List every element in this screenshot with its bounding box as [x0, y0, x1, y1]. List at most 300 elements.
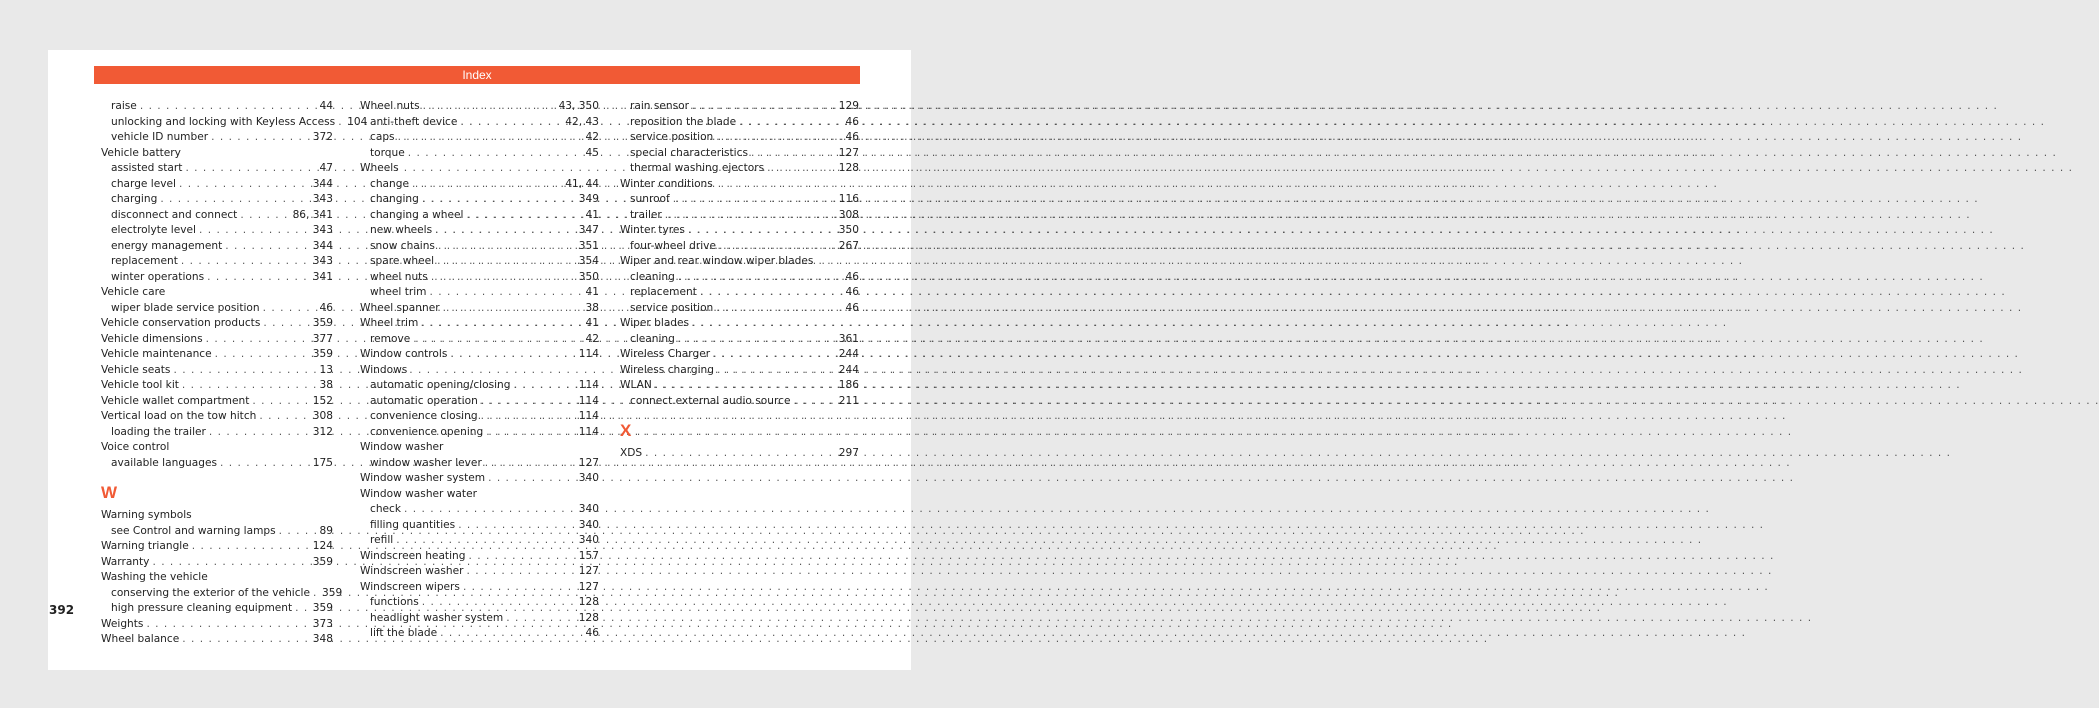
dot-leader: [199, 223, 310, 239]
entry-term: Warning symbols: [101, 509, 192, 521]
index-entry: [620, 239, 859, 255]
dot-leader: [179, 177, 310, 193]
index-entry: [620, 378, 859, 394]
dot-leader: [688, 223, 836, 239]
entry-page: 38: [319, 379, 333, 391]
entry-page: 340: [578, 534, 599, 546]
index-entry: [360, 549, 599, 565]
dot-leader: [207, 270, 310, 286]
dot-leader: [513, 378, 575, 394]
index-entry: [101, 347, 333, 363]
index-entry: [101, 394, 333, 410]
entry-page: 348: [312, 633, 333, 645]
index-entry: [620, 208, 859, 224]
index-entry: [101, 409, 333, 425]
entry-page: 373: [312, 617, 333, 630]
index-heading: [360, 487, 599, 503]
entry-page: 116: [838, 193, 859, 205]
index-entry: [360, 580, 599, 596]
dot-leader: [460, 115, 562, 131]
entry-page: 45: [585, 146, 599, 159]
entry-term: new wheels: [370, 224, 433, 236]
entry-page: 359: [312, 348, 333, 360]
dot-leader: [423, 99, 556, 115]
entry-term: XDS: [620, 447, 643, 459]
entry-term: winter operations: [111, 270, 205, 283]
dot-leader: [506, 611, 576, 627]
entry-page: 359: [312, 555, 333, 568]
entry-term: torque: [370, 146, 405, 159]
index-entry: [360, 301, 599, 317]
index-entry: [620, 99, 859, 115]
entry-page: 89: [319, 524, 333, 537]
entry-page: 114: [578, 394, 599, 407]
entry-term: Wiper blades: [620, 317, 690, 329]
entry-page: 128: [838, 162, 859, 174]
index-entry: [620, 347, 859, 363]
dot-leader: [450, 347, 575, 363]
entry-page: 128: [578, 611, 599, 624]
index-entry: [101, 239, 333, 255]
dot-leader: [713, 347, 836, 363]
entry-page: 244: [838, 363, 859, 376]
dot-leader: [665, 208, 836, 224]
entry-term: Wheel balance: [101, 633, 180, 645]
entry-page: 359: [312, 602, 333, 614]
entry-term: Warranty: [101, 555, 150, 568]
entry-term: automatic opening/closing: [370, 379, 511, 391]
dot-leader: [488, 471, 576, 487]
entry-term: Wheels: [360, 162, 399, 174]
entry-term: Wireless Charger: [620, 348, 711, 360]
entry-page: 41, 44: [565, 177, 599, 190]
index-entry: [360, 378, 599, 394]
index-entry: [360, 471, 599, 487]
index-entry: [101, 254, 333, 270]
entry-page: 114: [578, 410, 599, 422]
index-entry: [101, 632, 333, 648]
dot-leader: [435, 223, 576, 239]
index-entry: [360, 285, 599, 301]
entry-term: Windscreen heating: [360, 549, 466, 562]
dot-leader: [486, 425, 576, 441]
index-entry: [360, 316, 599, 332]
index-entry: [620, 130, 859, 146]
index-entry: [360, 270, 599, 286]
dot-leader: [220, 456, 310, 472]
entry-page: 41: [585, 317, 599, 329]
dot-leader: [338, 115, 344, 131]
entry-term: Warning triangle: [101, 540, 189, 552]
entry-term: conserving the exterior of the vehicle: [111, 586, 311, 599]
index-entry: [101, 130, 333, 146]
dot-leader: [211, 130, 310, 146]
index-entry: [101, 363, 333, 379]
dot-leader: [485, 456, 576, 472]
entry-term: Vehicle tool kit: [101, 379, 179, 391]
entry-term: lift the blade: [370, 627, 438, 639]
entry-page: 312: [312, 425, 333, 438]
entry-term: wheel trim: [370, 286, 427, 298]
index-entry: [101, 208, 333, 224]
section-letter: [101, 471, 333, 508]
dot-leader: [206, 332, 310, 348]
index-entry: [360, 564, 599, 580]
dot-leader: [481, 409, 576, 425]
dot-leader: [716, 130, 842, 146]
entry-term: charge level: [111, 177, 177, 190]
dot-leader: [313, 586, 319, 602]
entry-term: Winter conditions: [620, 177, 713, 190]
index-entry: [360, 99, 599, 115]
index-entry: [360, 611, 599, 627]
dot-leader: [717, 363, 836, 379]
entry-term: changing a wheel: [370, 208, 464, 221]
entry-page: 41: [585, 286, 599, 298]
entry-page: 308: [838, 208, 859, 221]
entry-term: rain sensor: [630, 100, 689, 112]
dot-leader: [751, 146, 836, 162]
section-letter: [620, 409, 859, 446]
entry-page: 46: [585, 627, 599, 639]
entry-term: connect external audio source: [630, 394, 791, 407]
entry-page: 114: [578, 425, 599, 438]
entry-term: convenience opening: [370, 425, 484, 438]
index-entry: [620, 115, 859, 131]
index-entry: [360, 626, 599, 642]
entry-page: 44: [319, 100, 333, 112]
entry-page: 372: [312, 131, 333, 143]
entry-term: Wiper and rear window wiper blades: [620, 255, 814, 267]
index-heading: [620, 316, 859, 332]
entry-term: change: [370, 177, 409, 190]
entry-term: trailer: [630, 208, 662, 221]
index-entry: [620, 446, 859, 462]
entry-page: 127: [578, 565, 599, 577]
index-entry: [101, 456, 333, 472]
entry-term: assisted start: [111, 162, 183, 174]
entry-term: snow chains: [370, 239, 435, 252]
index-entry: [360, 347, 599, 363]
entry-term: Wheel spanner: [360, 301, 440, 314]
entry-term: loading the trailer: [111, 425, 206, 438]
entry-term: unlocking and locking with Keyless Access: [111, 115, 336, 128]
entry-term: Windows: [360, 363, 408, 376]
entry-term: Window washer system: [360, 472, 486, 484]
index-entry: [101, 555, 333, 571]
entry-term: Windscreen washer: [360, 565, 464, 577]
index-entry: [101, 332, 333, 348]
dot-leader: [466, 564, 575, 580]
entry-term: Washing the vehicle: [101, 571, 208, 583]
dot-leader: [396, 533, 576, 549]
index-entry: [360, 394, 599, 410]
dot-leader: [655, 378, 836, 394]
entry-page: 152: [312, 394, 333, 407]
entry-page: 361: [838, 332, 859, 345]
index-heading: [101, 570, 333, 586]
entry-term: W: [101, 483, 118, 502]
entry-term: sunroof: [630, 193, 670, 205]
index-entry: [620, 394, 859, 410]
entry-term: Window washer: [360, 441, 444, 453]
entry-page: 127: [838, 146, 859, 159]
dot-leader: [295, 601, 310, 617]
entry-page: 267: [838, 239, 859, 252]
entry-page: 127: [578, 580, 599, 593]
entry-term: Windscreen wipers: [360, 580, 460, 593]
index-entry: [101, 601, 333, 617]
index-heading: [620, 254, 859, 270]
index-entry: [620, 161, 859, 177]
index-entry: [360, 115, 599, 131]
entry-page: 47: [319, 162, 333, 174]
entry-page: 38: [585, 301, 599, 314]
entry-page: 128: [578, 596, 599, 608]
index-entry: [101, 270, 333, 286]
index-column-1: [101, 99, 368, 648]
entry-page: 46: [845, 301, 859, 314]
dot-leader: [279, 524, 317, 540]
index-entry: [101, 539, 333, 555]
index-heading: [101, 285, 333, 301]
index-entry: [620, 332, 859, 348]
entry-term: Window washer water: [360, 487, 477, 500]
page-header: Index: [94, 66, 860, 84]
entry-page: 377: [312, 332, 333, 345]
entry-page: 46: [845, 131, 859, 143]
entry-page: 351: [578, 239, 599, 252]
entry-term: raise: [111, 100, 137, 112]
dot-leader: [678, 270, 843, 286]
entry-page: 46: [319, 301, 333, 314]
entry-page: 42: [585, 131, 599, 143]
index-heading: [360, 363, 599, 379]
entry-term: Vertical load on the tow hitch: [101, 410, 257, 422]
index-entry: [360, 192, 599, 208]
entry-page: 211: [838, 394, 859, 407]
entry-term: functions: [370, 596, 419, 608]
index-entry: [620, 192, 859, 208]
index-heading: [101, 440, 333, 456]
entry-term: Vehicle dimensions: [101, 332, 203, 345]
entry-term: remove: [370, 332, 411, 345]
index-heading: [620, 177, 859, 193]
dot-leader: [412, 177, 562, 193]
dot-leader: [173, 363, 316, 379]
index-column-2: [360, 99, 599, 642]
entry-page: 349: [578, 193, 599, 205]
dot-leader: [413, 332, 582, 348]
entry-term: Wireless charging: [620, 363, 714, 376]
entry-term: check: [370, 503, 402, 515]
dot-leader: [252, 394, 309, 410]
entry-term: Vehicle maintenance: [101, 348, 212, 360]
entry-term: Vehicle conservation products: [101, 317, 261, 329]
entry-term: disconnect and connect: [111, 208, 238, 221]
index-entry: [360, 239, 599, 255]
entry-term: Vehicle care: [101, 286, 166, 298]
index-entry: [101, 223, 333, 239]
index-heading: [360, 161, 599, 177]
entry-term: four-wheel drive: [630, 239, 716, 252]
dot-leader: [263, 316, 309, 332]
entry-term: Vehicle seats: [101, 363, 171, 376]
index-entry: [620, 270, 859, 286]
entry-term: refill: [370, 534, 394, 546]
entry-term: vehicle ID number: [111, 131, 209, 143]
entry-page: 359: [322, 586, 343, 599]
entry-page: 308: [312, 410, 333, 422]
entry-page: 186: [838, 379, 859, 391]
entry-term: high pressure cleaning equipment: [111, 602, 293, 614]
entry-page: 343: [312, 255, 333, 267]
index-entry: [620, 146, 859, 162]
index-heading: [360, 440, 599, 456]
index-entry: [360, 502, 599, 518]
entry-page: 347: [578, 224, 599, 236]
entry-term: reposition the blade: [630, 115, 737, 128]
dot-leader: [443, 301, 583, 317]
dot-leader: [692, 99, 836, 115]
entry-term: service position: [630, 301, 714, 314]
entry-term: electrolyte level: [111, 224, 197, 236]
entry-page: 129: [838, 100, 859, 112]
dot-leader: [463, 580, 576, 596]
index-entry: [360, 130, 599, 146]
dot-leader: [438, 239, 576, 255]
dot-leader: [767, 161, 836, 177]
entry-term: Voice control: [101, 441, 170, 453]
entry-page: 244: [838, 348, 859, 360]
entry-page: 41: [585, 208, 599, 221]
dot-leader: [700, 285, 843, 301]
entry-term: available languages: [111, 456, 218, 469]
entry-term: charging: [111, 193, 158, 205]
index-heading: [101, 146, 333, 162]
entry-term: special characteristics: [630, 146, 748, 159]
entry-page: 354: [578, 255, 599, 267]
entry-term: cleaning: [630, 332, 675, 345]
entry-term: filling quantities: [370, 518, 456, 531]
entry-term: wheel nuts: [370, 270, 428, 283]
index-entry: [360, 254, 599, 270]
entry-page: 104: [347, 115, 368, 128]
entry-term: window washer lever: [370, 456, 482, 469]
entry-page: 127: [578, 456, 599, 469]
entry-term: headlight washer system: [370, 611, 504, 624]
entry-page: 350: [838, 224, 859, 236]
entry-term: spare wheel: [370, 255, 435, 267]
entry-term: changing: [370, 193, 419, 205]
entry-term: convenience closing: [370, 410, 478, 422]
dot-leader: [259, 409, 309, 425]
dot-leader: [421, 316, 582, 332]
index-entry: [101, 177, 333, 193]
dot-leader: [408, 146, 583, 162]
index-entry: [360, 425, 599, 441]
entry-page: 350: [578, 270, 599, 283]
index-entry: [620, 363, 859, 379]
entry-page: 344: [312, 239, 333, 252]
dot-leader: [215, 347, 310, 363]
dot-leader: [140, 99, 317, 115]
entry-page: 42: [585, 332, 599, 345]
entry-term: Wheel nuts: [360, 100, 420, 112]
index-entry: [360, 146, 599, 162]
entry-term: see Control and warning lamps: [111, 524, 276, 537]
entry-page: 124: [312, 540, 333, 552]
entry-page: 343: [312, 224, 333, 236]
index-heading: [101, 508, 333, 524]
dot-leader: [182, 632, 310, 648]
dot-leader: [793, 394, 835, 410]
entry-page: 114: [578, 379, 599, 391]
dot-leader: [430, 285, 583, 301]
entry-page: 175: [312, 456, 333, 469]
entry-page: 343: [312, 193, 333, 205]
entry-page: 114: [578, 348, 599, 360]
entry-page: 86, 341: [292, 208, 333, 221]
entry-term: thermal washing ejectors: [630, 162, 765, 174]
dot-leader: [225, 239, 310, 255]
entry-page: 344: [312, 177, 333, 190]
dot-leader: [240, 208, 289, 224]
entry-term: replacement: [630, 286, 697, 298]
dot-leader: [422, 595, 576, 611]
dot-leader: [181, 254, 310, 270]
index-entry: [101, 425, 333, 441]
dot-leader: [160, 192, 309, 208]
index-entry: [360, 223, 599, 239]
index-entry: [101, 161, 333, 177]
entry-page: 46: [845, 270, 859, 283]
dot-leader: [466, 208, 582, 224]
index-entry: [101, 301, 333, 317]
index-entry: [620, 285, 859, 301]
entry-page: 341: [312, 270, 333, 283]
entry-page: 13: [319, 363, 333, 376]
dot-leader: [673, 192, 836, 208]
dot-leader: [152, 555, 309, 571]
entry-page: 46: [845, 286, 859, 298]
entry-page: 340: [578, 518, 599, 531]
index-entry: [101, 99, 333, 115]
entry-term: Vehicle wallet compartment: [101, 394, 250, 407]
dot-leader: [431, 270, 576, 286]
index-entry: [360, 208, 599, 224]
entry-term: Window controls: [360, 348, 448, 360]
dot-leader: [192, 539, 310, 555]
entry-term: Weights: [101, 617, 144, 630]
index-column-3: [620, 99, 859, 462]
entry-page: 43, 350: [558, 100, 599, 112]
index-entry: [620, 223, 859, 239]
index-entry: [360, 332, 599, 348]
index-entry: [101, 378, 333, 394]
entry-term: automatic operation: [370, 394, 478, 407]
index-entry: [360, 595, 599, 611]
index-entry: [101, 617, 333, 633]
entry-term: Wheel trim: [360, 317, 419, 329]
entry-term: cleaning: [630, 270, 675, 283]
index-entry: [101, 586, 343, 602]
dot-leader: [146, 617, 309, 633]
entry-page: 297: [838, 447, 859, 459]
entry-term: replacement: [111, 255, 178, 267]
dot-leader: [645, 446, 836, 462]
index-entry: [360, 409, 599, 425]
